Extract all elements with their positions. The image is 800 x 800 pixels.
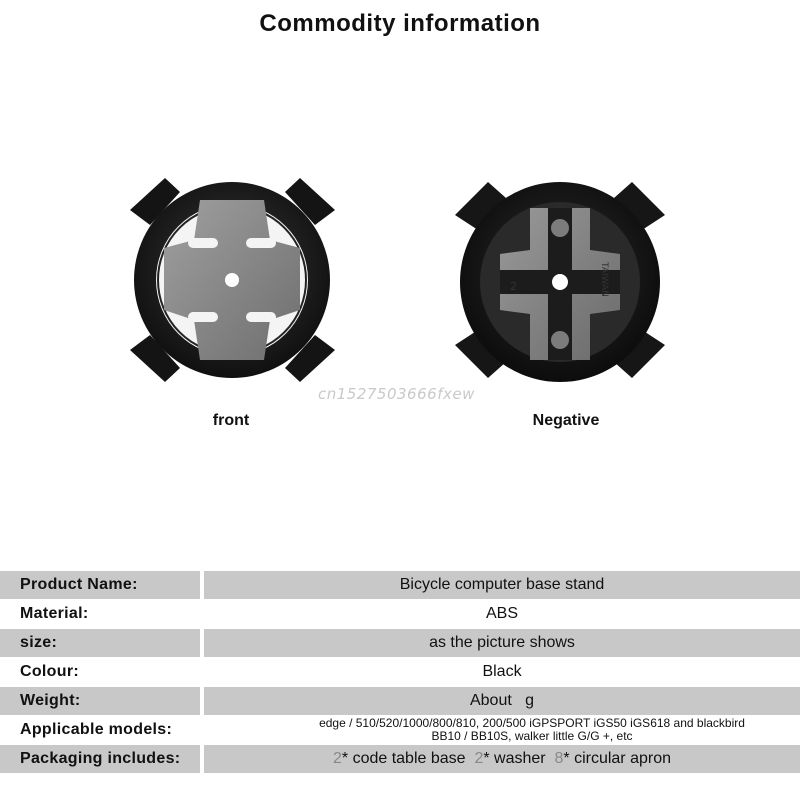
spec-value: Bicycle computer base stand [204, 571, 800, 599]
spec-value: ABS [204, 600, 800, 628]
packaging-count: 2 [474, 750, 484, 767]
spec-row-material [0, 600, 800, 628]
page-title: Commodity information [259, 10, 541, 37]
packaging-count: 8 [554, 750, 564, 767]
spec-value: Black [204, 658, 800, 686]
packaging-item-text: * circular apron [563, 750, 671, 767]
front-caption: front [212, 412, 250, 429]
spec-value: edge / 510/520/1000/800/810, 200/500 iGPSPORT iGS50 iGS618 and blackbird BB10 / BB10S, walker little G/G +, etc [204, 716, 800, 744]
spec-row-weight [0, 687, 800, 715]
packaging-count: 2 [332, 750, 342, 767]
packaging-item-text: * code table base [341, 750, 466, 767]
negative-product-image [450, 170, 675, 395]
packaging-items [204, 745, 800, 773]
packaging-item-text: * washer [483, 750, 546, 767]
front-product-image [120, 170, 345, 395]
spec-label: Product Name: [0, 571, 200, 599]
spec-label: Weight: [0, 687, 200, 715]
spec-label: Colour: [0, 658, 200, 686]
spec-row-size [0, 629, 800, 657]
spec-label: Packaging includes: [0, 745, 200, 773]
spec-value: About g [204, 687, 800, 715]
spec-row-packaging [0, 745, 800, 773]
negative-caption: Negative [532, 412, 600, 429]
negative-mark-taiwan: TAIWAN [599, 262, 609, 297]
spec-label: Applicable models: [0, 716, 200, 744]
spec-label: Material: [0, 600, 200, 628]
spec-row-colour [0, 658, 800, 686]
spec-label: size: [0, 629, 200, 657]
negative-mark-number: 2 [510, 280, 517, 293]
spec-row-product-name [0, 571, 800, 599]
watermark-text: cn1527503666fxew [318, 385, 475, 403]
spec-row-applicable-models [0, 716, 800, 744]
spec-value: as the picture shows [204, 629, 800, 657]
spec-table [0, 570, 800, 774]
